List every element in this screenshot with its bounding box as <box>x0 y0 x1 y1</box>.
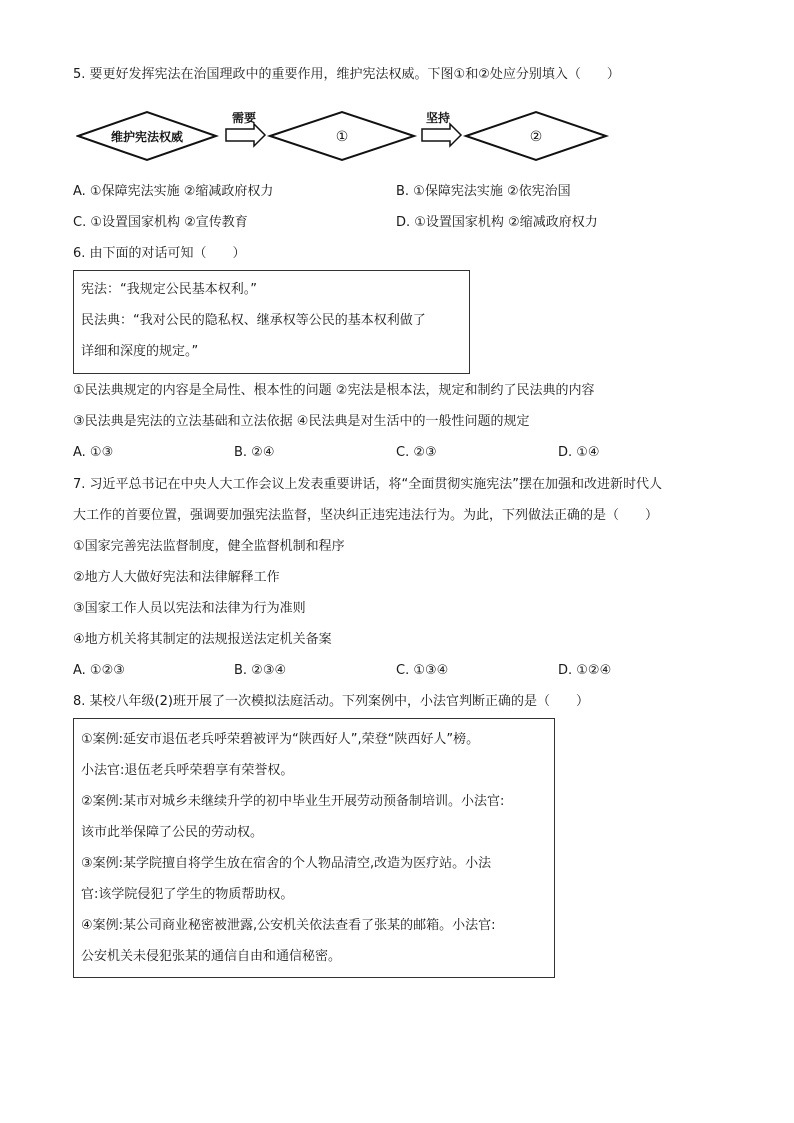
q6-dialog-line: 民法典：“我对公民的隐私权、继承权等公民的基本权利做了 <box>81 313 426 328</box>
diagram-box1-label: 维护宪法权威 <box>110 130 184 144</box>
diagram-box-blank-1 <box>270 112 414 160</box>
q8-case-line: 该市此举保障了公民的劳动权。 <box>81 825 264 840</box>
q7-statement: ②地方人大做好宪法和法律解释工作 <box>73 570 280 585</box>
q6-option-a[interactable]: A. ①③ <box>73 445 114 460</box>
diagram-arrow-need <box>226 110 265 146</box>
q6-dialog-line: 详细和深度的规定。” <box>81 344 199 359</box>
q8-case-line: ③案例:某学院擅自将学生放在宿舍的个人物品清空,改造为医疗站。小法 <box>81 856 492 871</box>
q6-dialog-box <box>73 270 470 374</box>
q5-option-d[interactable]: D. ①设置国家机构 ②缩减政府权力 <box>396 215 598 230</box>
diagram-arrow1-label: 需要 <box>231 111 257 125</box>
q8-case-line: 官:该学院侵犯了学生的物质帮助权。 <box>81 887 294 902</box>
q5-option-c[interactable]: C. ①设置国家机构 ②宣传教育 <box>73 215 248 230</box>
q7-option-b[interactable]: B. ②③④ <box>234 663 287 678</box>
q7-statement: ④地方机关将其制定的法规报送法定机关备案 <box>73 632 332 647</box>
q8-case-line: ①案例:延安市退伍老兵呼荣碧被评为“陕西好人”,荣登“陕西好人”榜。 <box>81 732 480 747</box>
q8-cases-box <box>73 718 555 978</box>
q5-flow-diagram <box>76 110 616 170</box>
q8-case-line: ②案例:某市对城乡未继续升学的初中毕业生开展劳动预备制培训。小法官: <box>81 794 505 809</box>
q6-stem: 6. 由下面的对话可知（ ） <box>73 246 246 261</box>
q5-option-b[interactable]: B. ①保障宪法实施 ②依宪治国 <box>396 184 571 199</box>
q6-statement: ①民法典规定的内容是全局性、根本性的问题 ②宪法是根本法，规定和制约了民法典的内容 <box>73 383 595 398</box>
q6-option-b[interactable]: B. ②④ <box>234 445 275 460</box>
q8-case-line: 公安机关未侵犯张某的通信自由和通信秘密。 <box>81 949 342 964</box>
q7-option-d[interactable]: D. ①②④ <box>558 663 612 678</box>
q8-case-line: ④案例:某公司商业秘密被泄露,公安机关依法查看了张某的邮箱。小法官: <box>81 918 496 933</box>
q6-option-d[interactable]: D. ①④ <box>558 445 600 460</box>
q6-option-c[interactable]: C. ②③ <box>396 445 437 460</box>
q8-case-line: 小法官:退伍老兵呼荣碧享有荣誉权。 <box>81 763 294 778</box>
q8-stem: 8. 某校八年级(2)班开展了一次模拟法庭活动。下列案例中，小法官判断正确的是（ ） <box>73 694 589 709</box>
diagram-box-blank-2 <box>466 112 606 160</box>
q7-stem-line2: 大工作的首要位置，强调要加强宪法监督，坚决纠正违宪违法行为。为此，下列做法正确的是（ ） <box>73 508 659 523</box>
q7-statement: ③国家工作人员以宪法和法律为行为准则 <box>73 601 306 616</box>
diagram-box3-label: ② <box>529 129 543 145</box>
diagram-box-maintain-authority <box>78 112 216 160</box>
q5-stem: 5. 要更好发挥宪法在治国理政中的重要作用，维护宪法权威。下图①和②处应分别填入（ ） <box>73 67 620 82</box>
q5-option-a[interactable]: A. ①保障宪法实施 ②缩减政府权力 <box>73 184 274 199</box>
q7-statement: ①国家完善宪法监督制度，健全监督机制和程序 <box>73 539 345 554</box>
q6-dialog-line: 宪法：“我规定公民基本权利。” <box>81 282 257 297</box>
q7-stem-line1: 7. 习近平总书记在中央人大工作会议上发表重要讲话，将“全面贯彻实施宪法”摆在加强和改进新时代人 <box>73 477 663 492</box>
diagram-box2-label: ① <box>335 129 349 145</box>
diagram-arrow2-label: 坚持 <box>425 111 451 125</box>
q7-option-a[interactable]: A. ①②③ <box>73 663 125 678</box>
q6-statement: ③民法典是宪法的立法基础和立法依据 ④民法典是对生活中的一般性问题的规定 <box>73 414 530 429</box>
diagram-arrow-adhere <box>422 110 461 146</box>
q7-option-c[interactable]: C. ①③④ <box>396 663 449 678</box>
